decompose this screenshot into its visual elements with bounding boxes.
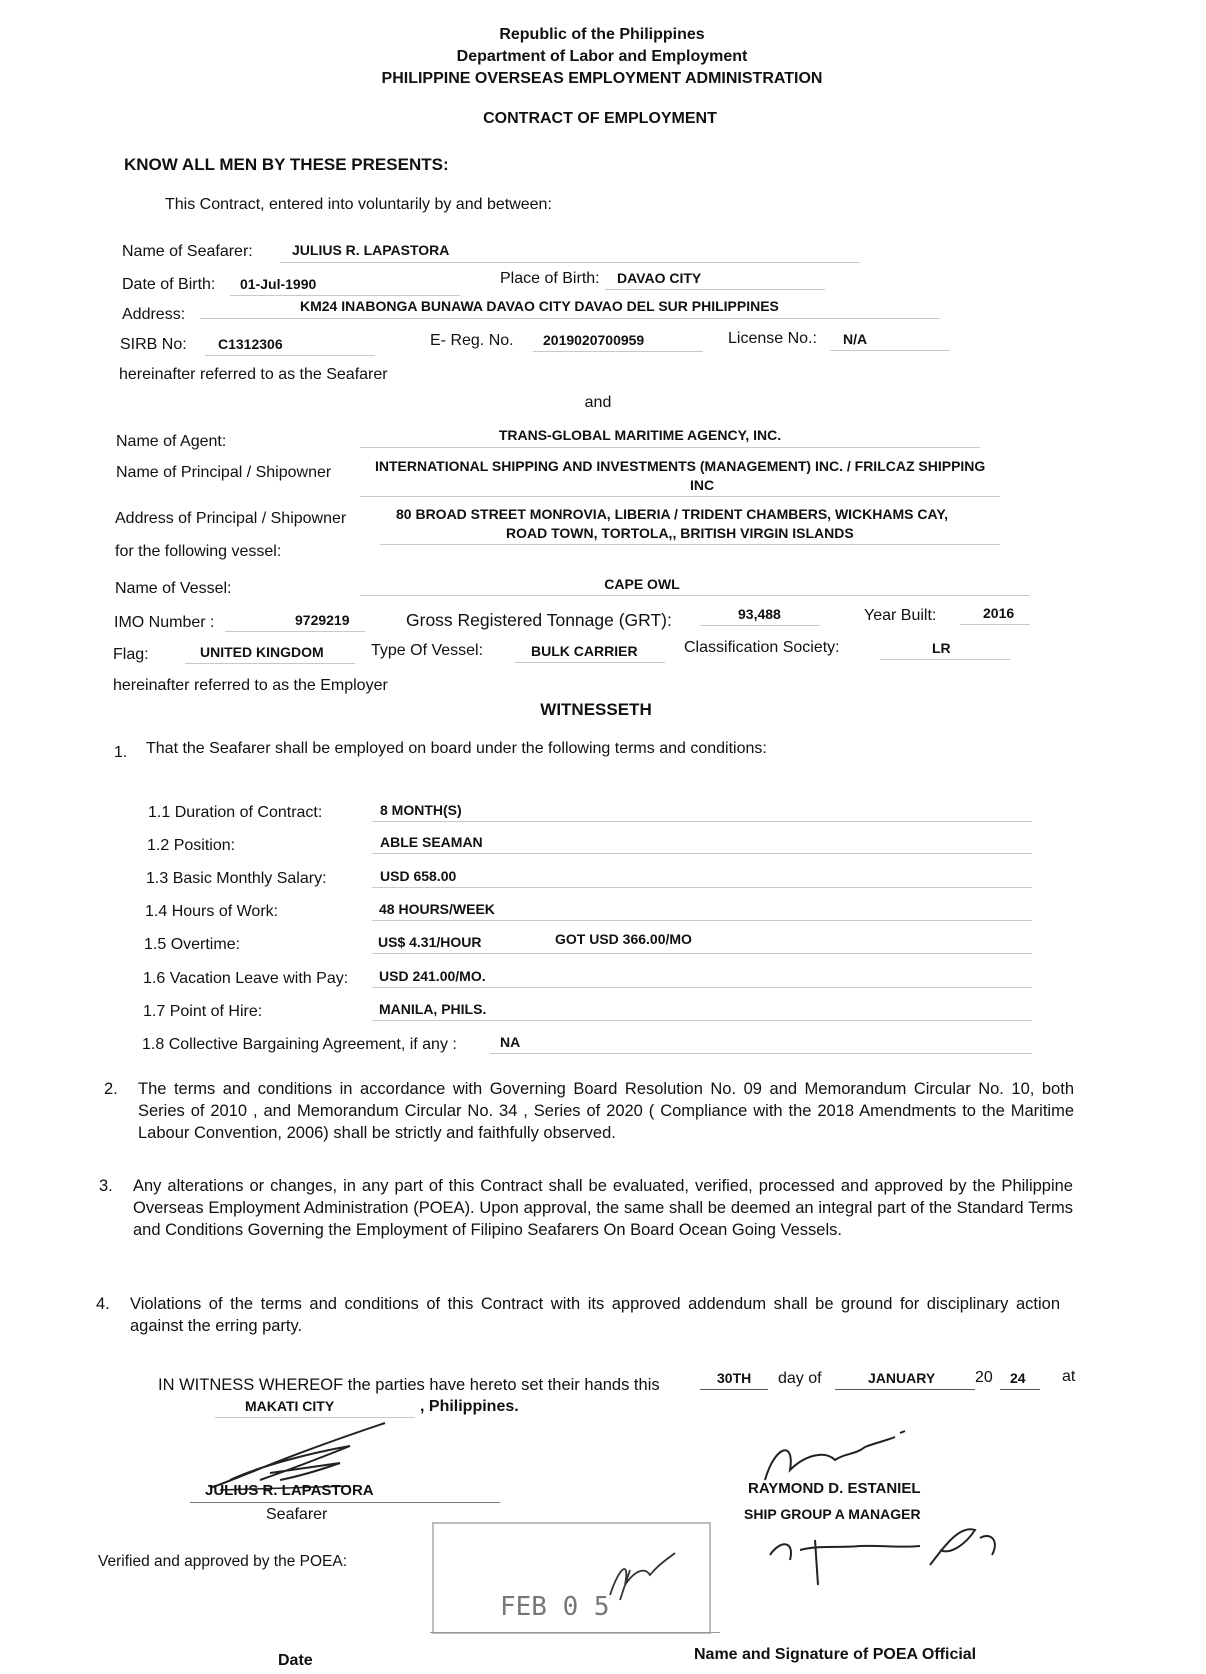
- year-built-label: Year Built:: [864, 607, 937, 624]
- year-built-value: 2016: [983, 605, 1015, 621]
- witness-month: JANUARY: [868, 1370, 936, 1386]
- field-underline: [490, 1053, 1032, 1054]
- signature-line: [430, 1632, 720, 1633]
- principal-label: Name of Principal / Shipowner: [116, 464, 332, 481]
- field-underline: [372, 920, 1032, 921]
- field-underline: [200, 318, 940, 319]
- term-duration-label: 1.1 Duration of Contract:: [148, 804, 323, 821]
- license-value: N/A: [843, 331, 868, 347]
- grt-value: 93,488: [738, 606, 781, 622]
- intro-text: This Contract, entered into voluntarily by and between:: [165, 196, 552, 213]
- witness-day-of: day of: [778, 1370, 822, 1387]
- field-underline: [225, 631, 365, 632]
- document-title: CONTRACT OF EMPLOYMENT: [483, 110, 717, 127]
- field-underline: [605, 289, 825, 290]
- poea-official-label: Name and Signature of POEA Official: [694, 1646, 977, 1663]
- verified-label: Verified and approved by the POEA:: [98, 1553, 348, 1570]
- term-overtime-guaranteed: GOT USD 366.00/MO: [555, 931, 692, 947]
- clause-number: 4.: [96, 1295, 110, 1313]
- clause-2: [104, 1078, 1074, 1144]
- principal-line2: INC: [690, 477, 715, 493]
- term-salary-value: USD 658.00: [380, 868, 457, 884]
- grt-label: Gross Registered Tonnage (GRT):: [406, 610, 672, 630]
- term-cba-value: NA: [500, 1034, 521, 1050]
- field-underline: [372, 1020, 1032, 1021]
- pob-label: Place of Birth:: [500, 270, 600, 287]
- term-hire-value: MANILA, PHILS.: [379, 1001, 487, 1017]
- field-underline: [830, 350, 950, 351]
- field-underline: [835, 1389, 975, 1390]
- witness-country: , Philippines.: [420, 1398, 519, 1415]
- ereg-label: E- Reg. No.: [430, 332, 514, 349]
- seafarer-referred: hereinafter referred to as the Seafarer: [119, 366, 388, 383]
- clause-4: [96, 1293, 1060, 1337]
- term-hire-label: 1.7 Point of Hire:: [143, 1003, 263, 1020]
- term-hours-label: 1.4 Hours of Work:: [145, 903, 279, 920]
- witnesseth-heading: WITNESSETH: [540, 700, 652, 719]
- field-underline: [1000, 1389, 1040, 1390]
- pob-value: DAVAO CITY: [617, 270, 702, 286]
- field-underline: [380, 544, 1000, 545]
- employer-signatory-name: RAYMOND D. ESTANIEL: [748, 1480, 921, 1497]
- principal-address-line2: ROAD TOWN, TORTOLA,, BRITISH VIRGIN ISLANDS: [506, 525, 854, 541]
- principal-line1: INTERNATIONAL SHIPPING AND INVESTMENTS (MANAGEMENT) INC. / FRILCAZ SHIPPING: [375, 458, 986, 474]
- term-overtime-label: 1.5 Overtime:: [144, 936, 241, 953]
- term-position-label: 1.2 Position:: [147, 837, 236, 854]
- field-underline: [205, 355, 375, 356]
- field-underline: [880, 659, 1010, 660]
- field-underline: [360, 496, 1000, 497]
- term-hours-value: 48 HOURS/WEEK: [379, 901, 495, 917]
- clause-number: 2.: [104, 1080, 118, 1098]
- clause-text: Violations of the terms and conditions of this Contract with its approved addendum shall be ground for disciplinary action against the erring party.: [130, 1295, 1060, 1335]
- term-vacation-label: 1.6 Vacation Leave with Pay:: [143, 970, 349, 987]
- address-label: Address:: [122, 306, 186, 323]
- field-underline: [372, 887, 1032, 888]
- field-underline: [372, 953, 1032, 954]
- header-republic: Republic of the Philippines: [499, 26, 705, 43]
- field-underline: [372, 821, 1032, 822]
- class-society-value: LR: [932, 640, 951, 656]
- clause-text: The terms and conditions in accordance with Governing Board Resolution No. 09 and Memorandum Circular No. 10, both Series of 2010 , and Memorandum Circular No. 34 , Series of 2020 ( Compliance with the 2018 Amendments to the Maritime Labour Convention, 2006) shall be strictly and faithfully observed.: [138, 1080, 1074, 1142]
- terms-intro: That the Seafarer shall be employed on board under the following terms and conditions:: [146, 740, 767, 757]
- header-department: Department of Labor and Employment: [456, 48, 748, 65]
- seafarer-role: Seafarer: [266, 1506, 328, 1523]
- intro-heading: KNOW ALL MEN BY THESE PRESENTS:: [124, 155, 449, 174]
- dob-value: 01-Jul-1990: [240, 276, 317, 292]
- seafarer-name-label: Name of Seafarer:: [122, 243, 253, 260]
- witness-day: 30TH: [717, 1370, 752, 1386]
- sirb-value: C1312306: [218, 336, 283, 352]
- employer-role: SHIP GROUP A MANAGER: [744, 1506, 921, 1522]
- field-underline: [700, 1389, 768, 1390]
- field-underline: [533, 351, 703, 352]
- term-position-value: ABLE SEAMAN: [380, 834, 483, 850]
- date-label: Date: [278, 1652, 313, 1669]
- field-underline: [515, 662, 665, 663]
- flag-label: Flag:: [113, 646, 149, 663]
- term-number-1: 1.: [114, 744, 128, 761]
- vessel-type-value: BULK CARRIER: [531, 643, 638, 659]
- imo-label: IMO Number :: [114, 614, 215, 631]
- principal-address-line1: 80 BROAD STREET MONROVIA, LIBERIA / TRIDENT CHAMBERS, WICKHAMS CAY,: [396, 506, 948, 522]
- witness-text: IN WITNESS WHEREOF the parties have hereto set their hands this: [158, 1376, 660, 1394]
- poea-initials-icon: [600, 1545, 680, 1605]
- term-salary-label: 1.3 Basic Monthly Salary:: [146, 870, 327, 887]
- principal-address-label: Address of Principal / Shipowner: [115, 510, 347, 527]
- vessel-type-label: Type Of Vessel:: [371, 642, 484, 659]
- field-underline: [372, 987, 1032, 988]
- field-underline: [700, 625, 820, 626]
- field-underline: [960, 624, 1030, 625]
- vessel-label: Name of Vessel:: [115, 580, 232, 597]
- witness-city: MAKATI CITY: [245, 1398, 335, 1414]
- field-underline: [185, 663, 355, 664]
- header-poea: PHILIPPINE OVERSEAS EMPLOYMENT ADMINISTRATION: [381, 70, 823, 87]
- and-text: and: [584, 394, 612, 411]
- field-underline: [230, 295, 460, 296]
- for-vessel: for the following vessel:: [115, 543, 282, 560]
- term-overtime-value: US$ 4.31/HOUR: [378, 934, 482, 950]
- clause-number: 3.: [99, 1177, 113, 1195]
- term-vacation-value: USD 241.00/MO.: [379, 968, 486, 984]
- witness-year-prefix: 20: [975, 1369, 993, 1386]
- clause-text: Any alterations or changes, in any part of this Contract shall be evaluated, verified, processed and approved by the Philippine Overseas Employment Administration (POEA). Upon approval, the same shall be deemed an integral part of the Standard Terms and Conditions Governing the Employment of Filipino Seafarers On Board Ocean Going Vessels.: [133, 1177, 1073, 1239]
- witness-at: at: [1062, 1368, 1076, 1385]
- witness-year-suffix: 24: [1010, 1370, 1026, 1386]
- agent-value: TRANS-GLOBAL MARITIME AGENCY, INC.: [498, 427, 782, 443]
- employer-referred: hereinafter referred to as the Employer: [113, 677, 388, 694]
- class-society-label: Classification Society:: [684, 639, 840, 656]
- seafarer-signatory-name: JULIUS R. LAPASTORA: [205, 1482, 374, 1499]
- term-cba-label: 1.8 Collective Bargaining Agreement, if any :: [142, 1036, 457, 1053]
- ereg-value: 2019020700959: [543, 332, 645, 348]
- field-underline: [280, 262, 860, 263]
- agent-label: Name of Agent:: [116, 433, 227, 450]
- imo-value: 9729219: [295, 612, 350, 628]
- vessel-name: CAPE OWL: [604, 576, 680, 592]
- sirb-label: SIRB No:: [120, 336, 187, 353]
- initials-signature-icon: [760, 1510, 1020, 1590]
- signature-line: [190, 1502, 500, 1503]
- clause-3: [99, 1175, 1073, 1241]
- license-label: License No.:: [728, 330, 817, 347]
- flag-value: UNITED KINGDOM: [200, 644, 324, 660]
- field-underline: [360, 447, 980, 448]
- address-value: KM24 INABONGA BUNAWA DAVAO CITY DAVAO DEL SUR PHILIPPINES: [300, 298, 779, 314]
- field-underline: [372, 853, 1032, 854]
- seafarer-name: JULIUS R. LAPASTORA: [292, 242, 450, 258]
- dob-label: Date of Birth:: [122, 276, 216, 293]
- field-underline: [360, 595, 1030, 596]
- stamp-date: FEB 0 5: [500, 1592, 610, 1622]
- term-duration-value: 8 MONTH(S): [380, 802, 462, 818]
